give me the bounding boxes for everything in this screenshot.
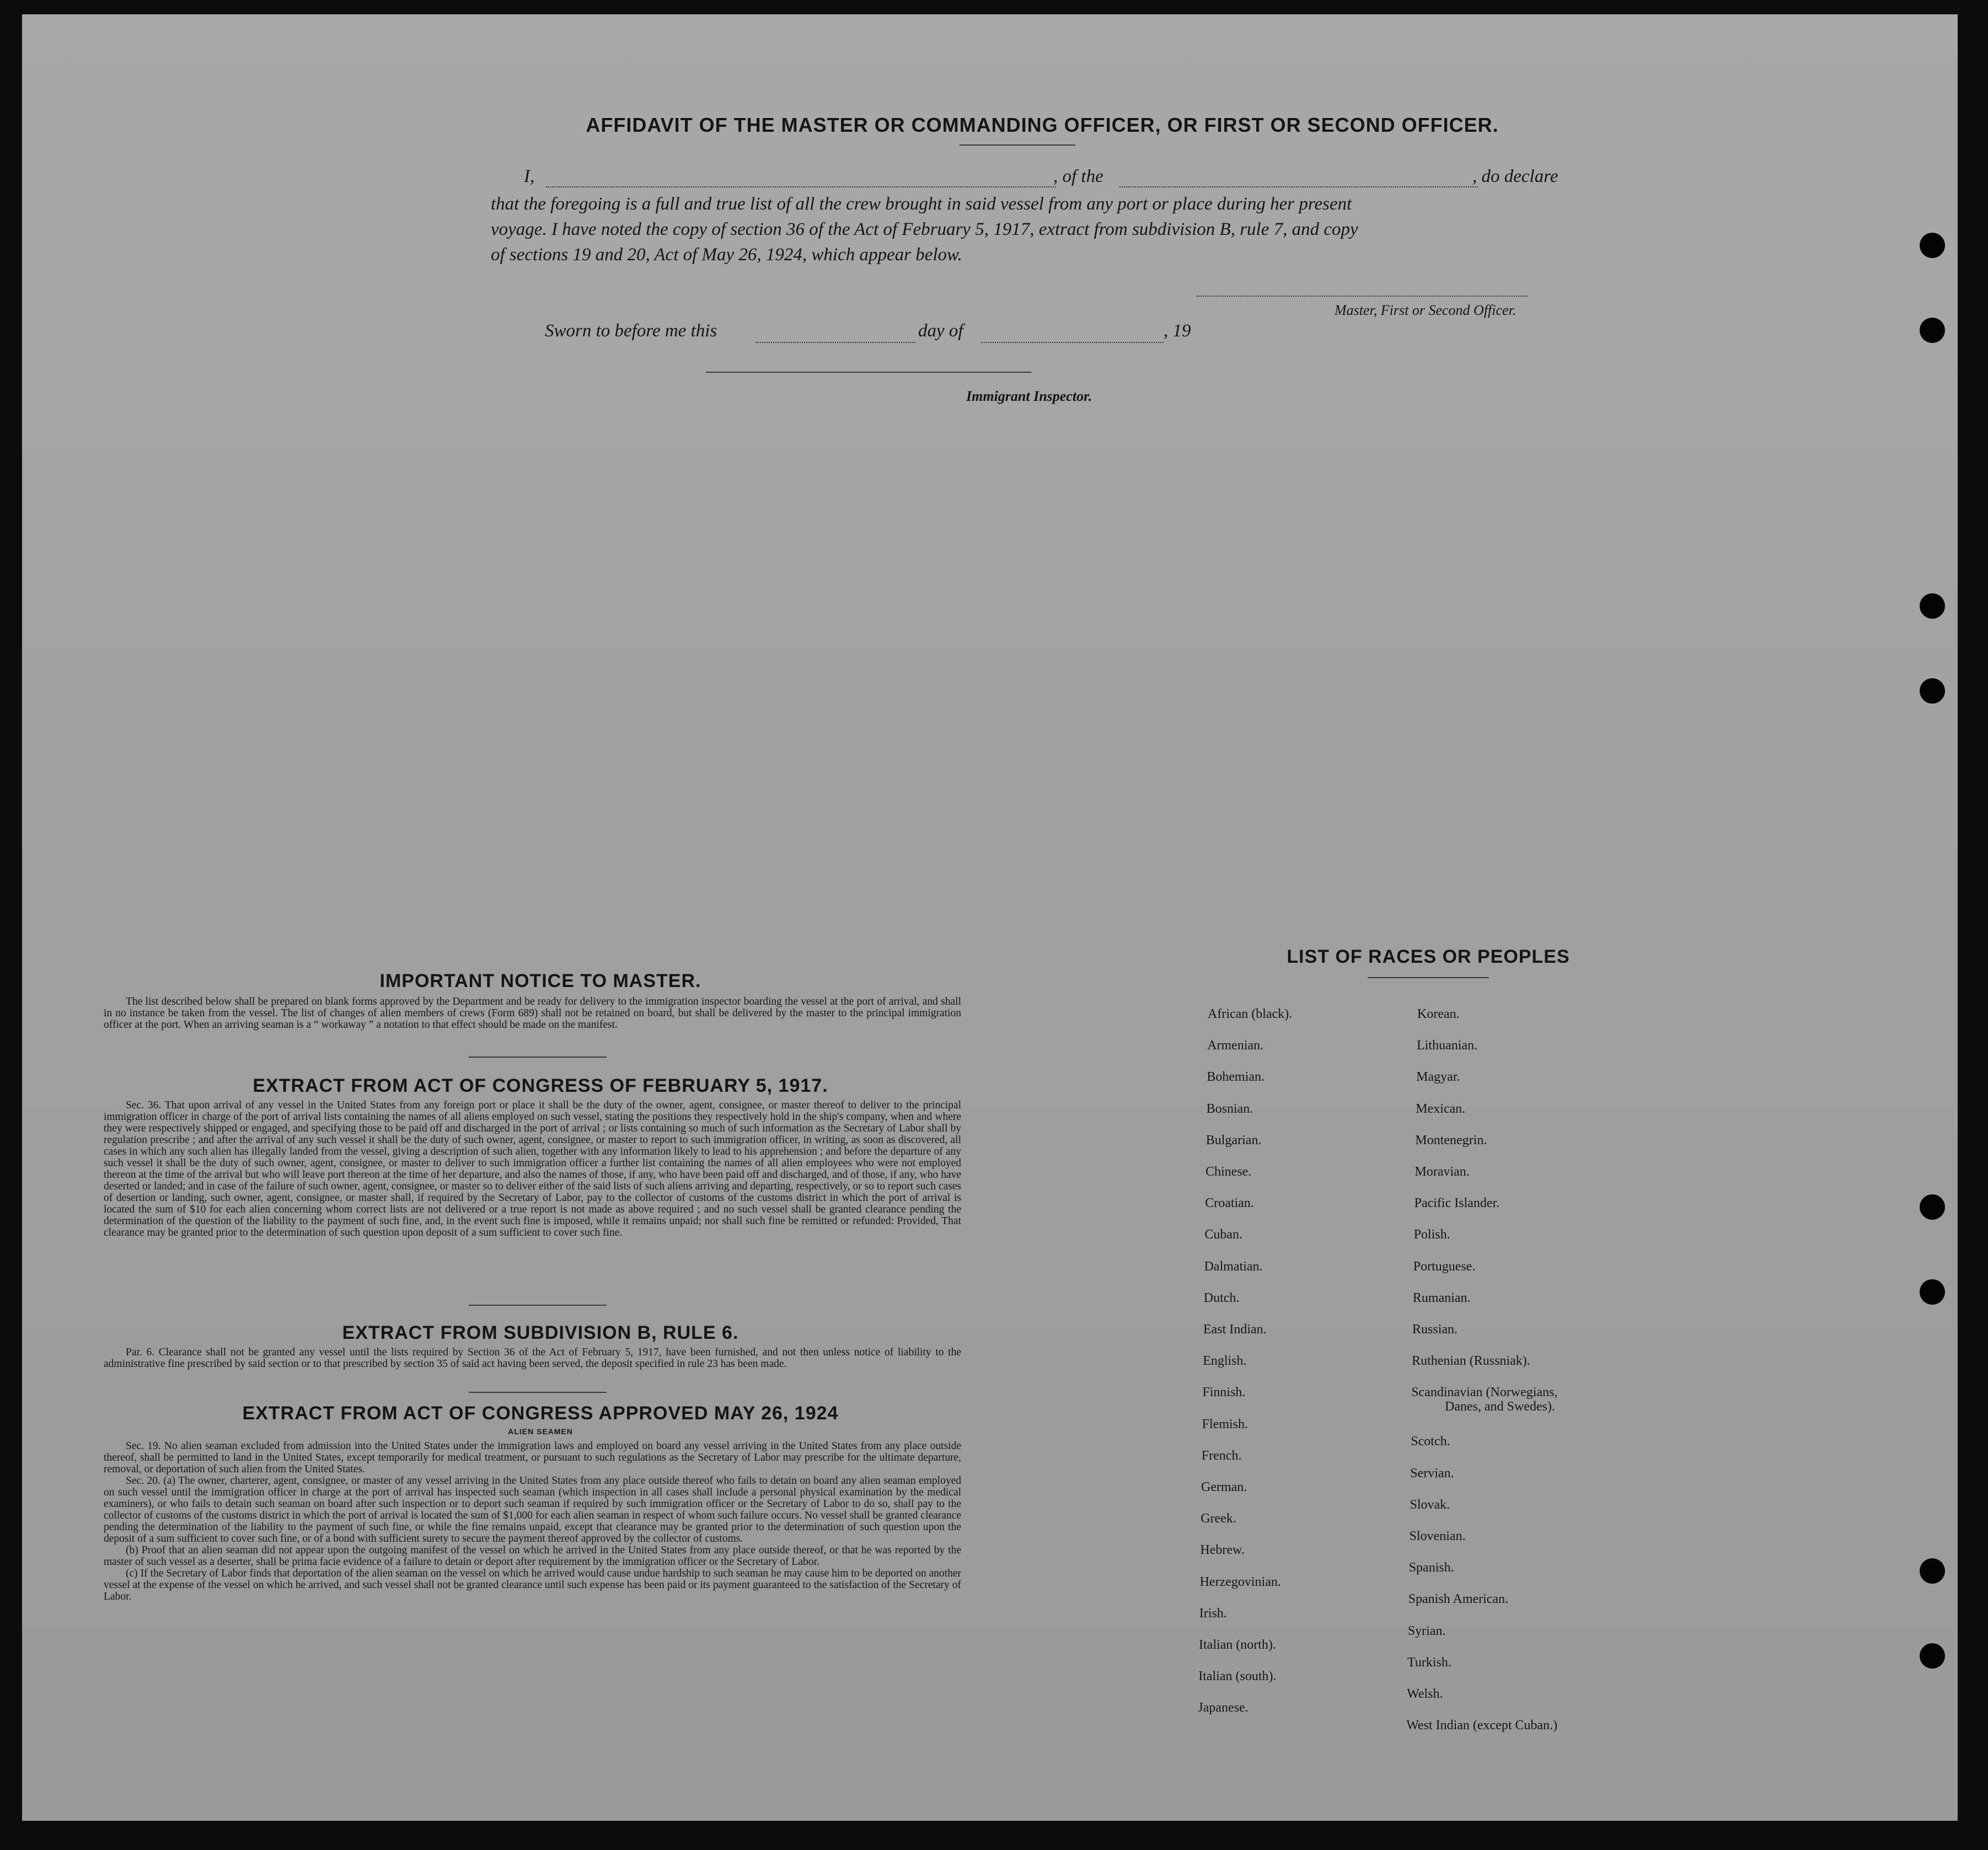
race-item: Slovenian. — [1409, 1529, 1466, 1543]
affidavit-title: AFFIDAVIT OF THE MASTER OR COMMANDING OFFICER, OR FIRST OR SECOND OFFICER. — [586, 114, 1499, 136]
binder-hole — [1920, 1194, 1945, 1220]
notice-text — [104, 996, 961, 1031]
race-item: Slovak. — [1410, 1497, 1450, 1512]
race-item: Syrian. — [1407, 1623, 1446, 1638]
affidavit-line-i — [524, 167, 534, 187]
divider — [960, 144, 1075, 146]
extract-1924-subtitle: ALIEN SEAMEN — [508, 1427, 573, 1436]
race-item: Irish. — [1199, 1606, 1227, 1621]
notice-paragraph: The list described below shall be prepared on blank forms approved by the Department and be ready for delivery to the immigration inspector boarding the vessel at the port of arrival, and shall in no instance be taken from the vessel. The list of changes of alien members of crews (Form 689) shall not be retained on board, but shall be delivered by the master to the principal immigration officer at the port. When an arriving seaman is a “ workaway ” a notation to that effect should be made on the manifest. — [104, 996, 961, 1031]
race-item: English. — [1203, 1354, 1247, 1369]
master-caption: Master, First or Second Officer. — [1335, 302, 1517, 318]
race-item: Pacific Islander. — [1414, 1196, 1500, 1211]
inspector-caption: Immigrant Inspector. — [966, 388, 1092, 404]
day-of-label: day of — [918, 321, 963, 341]
divider — [469, 1057, 607, 1058]
race-item: Spanish. — [1408, 1561, 1454, 1575]
extract-1924-sec20c: (c) If the Secretary of Labor finds that deportation of the alien seaman on the vessel on which he arrived would cause undue hardship to such seaman he may cause him to be deported on another vessel at the expense of the vessel on which he arrived, and such vessel shall not be granted clearance until such expense has been paid or its payment guaranteed to the satisfaction of the Secretary of Labor. — [104, 1568, 961, 1602]
race-item: Chinese. — [1205, 1165, 1252, 1179]
divider — [1368, 977, 1489, 978]
race-item: Italian (south). — [1198, 1669, 1277, 1684]
race-item: Scandinavian (Norwegians, — [1411, 1385, 1558, 1400]
affidavit-body-1: that the foregoing is a full and true list of all the crew brought in said vessel from any port or place during her present — [491, 194, 1352, 214]
binder-hole — [1920, 593, 1945, 619]
races-title: LIST OF RACES OR PEOPLES — [1287, 946, 1570, 967]
race-item: African (black). — [1208, 1007, 1293, 1021]
sworn-label: Sworn to before me this — [545, 321, 717, 341]
extract-1924-title: EXTRACT FROM ACT OF CONGRESS APPROVED MAY 26, 1924 — [242, 1403, 839, 1424]
race-item: Lithuanian. — [1417, 1038, 1478, 1053]
label-i: I, — [524, 167, 535, 186]
sworn-month-field[interactable] — [982, 342, 1164, 343]
race-item: French. — [1201, 1448, 1242, 1463]
race-item: Ruthenian (Russniak). — [1412, 1354, 1530, 1369]
race-item: Herzegovinian. — [1199, 1574, 1281, 1589]
binder-hole — [1920, 1279, 1945, 1305]
race-item: Bulgarian. — [1205, 1133, 1262, 1147]
race-item: Moravian. — [1414, 1165, 1470, 1179]
rule6-paragraph: Par. 6. Clearance shall not be granted any vessel until the lists required by Section 36 of the Act of February 5, 1917, have been furnished, and not then unless notice of liability to the administrative fine prescribed by said section or to that prescribed by section 35 of said act having been served, the deposit specified in rule 23 has been made. — [104, 1347, 961, 1370]
race-item-continuation: Danes, and Swedes). — [1445, 1399, 1555, 1414]
divider — [469, 1392, 607, 1393]
race-item: Servian. — [1410, 1466, 1454, 1481]
race-item: Magyar. — [1416, 1070, 1460, 1085]
extract-1924-sec20b: (b) Proof that an alien seaman did not appear upon the outgoing manifest of the vessel on which he arrived in the United States from any place outside thereof, or that he was reported by the master of such vessel as a deserter, shall be prima facie evidence of a failure to detain or deport after requirement by the immigration officer or the Secretary of Labor. — [104, 1545, 961, 1568]
race-item: Portuguese. — [1413, 1259, 1476, 1274]
binder-hole — [1920, 318, 1945, 343]
rule6-title: EXTRACT FROM SUBDIVISION B, RULE 6. — [342, 1322, 739, 1343]
race-item: Bosnian. — [1206, 1101, 1253, 1116]
year-label: , 19 — [1164, 321, 1191, 341]
divider — [469, 1305, 607, 1306]
race-item: Armenian. — [1207, 1038, 1264, 1053]
race-item: Turkish. — [1407, 1655, 1451, 1670]
race-item: Bohemian. — [1207, 1070, 1265, 1085]
race-item: Hebrew. — [1200, 1543, 1245, 1558]
race-item: Rumanian. — [1412, 1290, 1471, 1305]
race-item: East Indian. — [1203, 1322, 1267, 1337]
extract-1917-text — [104, 1100, 961, 1238]
extract-1917-title: EXTRACT FROM ACT OF CONGRESS OF FEBRUARY 5, 1917. — [253, 1075, 828, 1096]
race-item: Welsh. — [1407, 1686, 1443, 1701]
race-item: Italian (north). — [1199, 1638, 1276, 1652]
extract-1917-paragraph: Sec. 36. That upon arrival of any vessel in the United States from any foreign port or place it shall be the duty of the owner, agent, consignee, or master thereof to deliver to the principal immigration officer in charge of the port of arrival lists containing the names of all aliens employed on such vessel, stating the positions they respectively hold in the ship's company, when and where they were respectively shipped or engaged, and specifying those to be paid off and discharged in the port of arrival ; or lists containing so much of such information as the Secretary of Labor shall by regulation prescribe ; and after the arrival of any such vessel it shall be the duty of such owner, agent, consignee, or master to report to such immigration officer, in writing, as soon as discovered, all cases in which any such alien has illegally landed from the vessel, giving a description of such alien, together with any information likely to lead to his apprehension ; and before the departure of any such vessel it shall be the duty of such owner, agent, consignee, or master to deliver to such immigration officer a further list containing the names of all alien employees who were not employed thereon at the time of the arrival but who will leave port thereon at the time of her departure, and also the names of those, if any, who have been paid off and discharged, and of those, if any, who have deserted or landed; and in case of the failure of such owner, agent, consignee, or master so to deliver either of the said lists of such aliens arriving and departing, respectively, or so to report such cases of desertion or landing, such owner, agent, consignee, or master shall, if required by the Secretary of Labor, pay to the collector of customs of the customs district in which the port of arrival is located the sum of $10 for each alien concerning whom correct lists are not delivered or a true report is not made as above required ; and no such vessel shall be granted clearance pending the determination of the question of the liability to the payment of such fine, and, in the event such fine is imposed, while it remains unpaid; nor shall such fine be remitted or refunded: Provided, That clearance may be granted prior to the determination of such question upon deposit of a sum sufficient to cover such fine. — [104, 1100, 961, 1238]
race-item: Korean. — [1417, 1007, 1460, 1021]
race-item: Mexican. — [1416, 1101, 1466, 1116]
race-item: Greek. — [1201, 1511, 1236, 1526]
document-page — [22, 14, 1958, 1821]
binder-hole — [1920, 1558, 1945, 1584]
race-item: Dalmatian. — [1204, 1259, 1263, 1274]
race-item: Cuban. — [1204, 1227, 1243, 1242]
binder-hole — [1920, 678, 1945, 704]
race-item: West Indian (except Cuban.) — [1406, 1718, 1558, 1733]
extract-1924-text — [104, 1440, 961, 1602]
race-item: Finnish. — [1202, 1385, 1246, 1400]
race-item: Japanese. — [1198, 1701, 1248, 1715]
race-item: Spanish American. — [1408, 1592, 1509, 1607]
race-item: Flemish. — [1202, 1417, 1248, 1431]
affidavit-body-3: of sections 19 and 20, Act of May 26, 1924, which appear below. — [491, 245, 962, 265]
rule6-text — [104, 1347, 961, 1370]
master-signature-field[interactable] — [1197, 296, 1528, 297]
binder-hole — [1920, 233, 1945, 258]
binder-hole — [1920, 1643, 1945, 1669]
race-item: Scotch. — [1411, 1434, 1450, 1449]
race-item: Dutch. — [1203, 1290, 1240, 1305]
label-do-declare: , do declare — [1472, 167, 1558, 186]
master-name-field[interactable] — [546, 186, 1056, 187]
sworn-day-field[interactable] — [755, 342, 915, 343]
extract-1924-sec20a: Sec. 20. (a) The owner, charterer, agent, consignee, or master of any vessel arriving in the United States from any place outside thereof who fails to detain on board any alien seaman employed on such vessel until the immigration officer in charge at the port of arrival has inspected such seaman (which inspection in all cases shall include a personal physical examination by the medical examiners), or who fails to detain such seaman on board after such inspection or to deport such seaman if required by such immigration officer or the Secretary of Labor to do so, shall pay to the collector of customs of the customs district in which the port of arrival is located the sum of $1,000 for each alien seaman in respect of whom such failure occurs. No vessel shall be granted clearance pending the determination of the liability to the payment of such fine, or while the fine remains unpaid, except that clearance may be granted prior to the determination of such question upon the deposit of a sum sufficient to cover such fine, or of a bond with sufficient surety to secure the payment thereof approved by the collector of customs. — [104, 1475, 961, 1545]
race-item: German. — [1201, 1480, 1247, 1494]
vessel-name-field[interactable] — [1119, 186, 1478, 187]
inspector-signature-line[interactable] — [706, 372, 1031, 373]
race-item: Polish. — [1413, 1227, 1450, 1242]
race-item: Croatian. — [1205, 1196, 1254, 1211]
affidavit-body-2: voyage. I have noted the copy of section 36 of the Act of February 5, 1917, extract from subdivision B, rule 7, and copy — [491, 219, 1358, 239]
extract-1924-sec19: Sec. 19. No alien seaman excluded from admission into the United States under the immigration laws and employed on board any vessel arriving in the United States from any place outside thereof, shall be permitted to land in the United States, except temporarily for medical treatment, or pursuant to such regulations as the Secretary of Labor may prescribe for the ultimate departure, removal, or deportation of such alien from the United States. — [104, 1440, 961, 1475]
label-of-the: , of the — [1053, 167, 1103, 186]
race-item: Montenegrin. — [1415, 1133, 1487, 1147]
notice-title: IMPORTANT NOTICE TO MASTER. — [379, 970, 701, 991]
race-item: Russian. — [1412, 1322, 1458, 1337]
